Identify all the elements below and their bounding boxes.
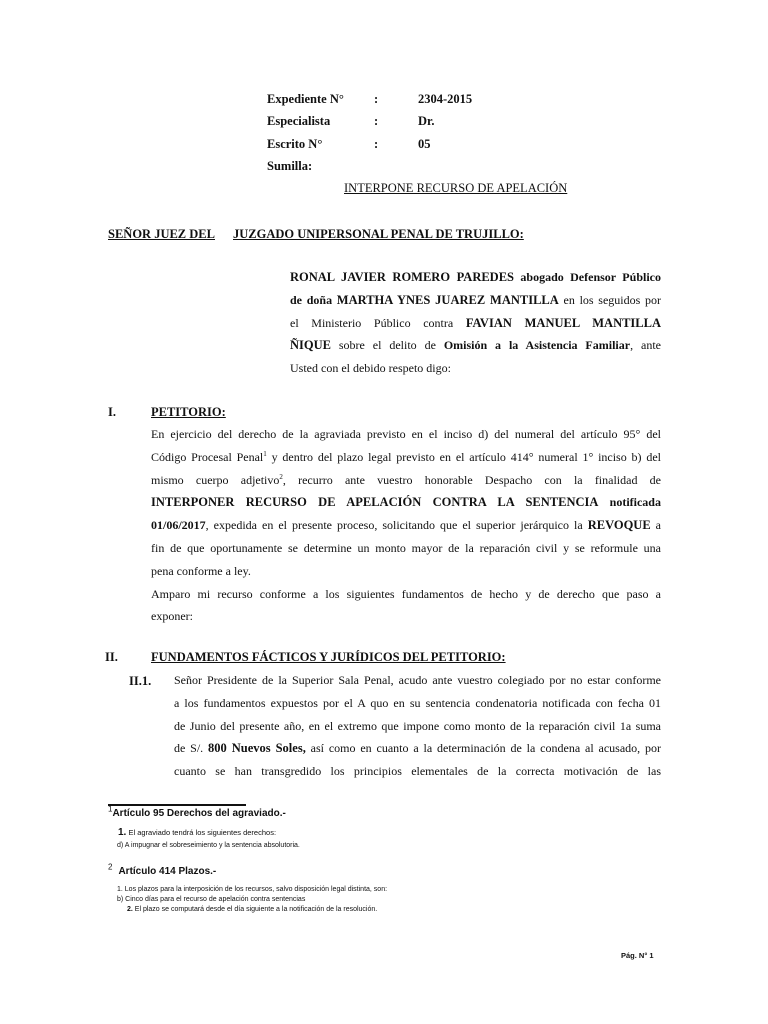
client-name: MARTHA YNES JUAREZ MANTILLA	[336, 292, 559, 307]
petitorio-text: ,	[205, 518, 209, 533]
expediente-separator: :	[374, 92, 379, 106]
accused-surname: ÑIQUE	[290, 338, 331, 353]
fundamentos-paragraph	[174, 669, 661, 783]
especialista-separator: :	[374, 114, 379, 128]
footnote-2-item-2	[127, 906, 377, 913]
footnote-2-item-2-number: 2.	[127, 906, 133, 913]
sumilla-title: INTERPONE RECURSO DE APELACIÓN	[344, 181, 568, 195]
section-2-title: FUNDAMENTOS FÁCTICOS Y JURÍDICOS DEL PETITORIO:	[151, 650, 506, 664]
footnote-1-item-1-number: 1.	[118, 827, 127, 838]
fundamentos-text: así como en cuanto a la determinación de la condena al acusado, por	[305, 741, 661, 756]
footnote-1-item-1	[118, 827, 276, 838]
fundamentos-line: de Junio del presente año, en el extremo que impone como monto de la reparación civil 1a suma	[174, 718, 661, 733]
petitorio-line: fin de que oportunamente se determine un monto mayor de la reparación civil y se reformule una	[151, 540, 661, 555]
footnote-1	[108, 804, 286, 819]
intro-text: sobre el delito de	[330, 338, 444, 353]
fundamentos-line: a los fundamentos expuestos por el A quo en su sentencia condenatoria notificada con fecha 01	[174, 695, 661, 710]
petitorio-notified: notificada	[598, 495, 661, 510]
petitorio-text: , recurro ante vuestro honorable Despacho con la finalidad de	[282, 472, 661, 487]
defender-name: RONAL JAVIER ROMERO PAREDES	[290, 270, 514, 284]
petitorio-text: y dentro del plazo legal previsto en el artículo 414° numeral 1° inciso b) del	[266, 449, 661, 464]
sumilla-label: Sumilla:	[267, 159, 313, 173]
crime-name: Omisión a la Asistencia Familiar	[443, 338, 631, 353]
footnote-2-number: 2	[108, 862, 113, 872]
intro-text: el Ministerio Público contra	[290, 315, 466, 330]
section-1-title: PETITORIO:	[151, 405, 226, 419]
petitorio-line: exponer:	[151, 609, 193, 624]
footnote-2	[108, 862, 217, 877]
footnote-2-item-1: 1. Los plazos para la interposición de los recursos, salvo disposición legal distinta, son:	[117, 886, 388, 893]
escrito-separator: :	[374, 137, 379, 151]
de-dona: de doña	[290, 292, 337, 307]
footnote-2-item-b: b) Cinco días para el recurso de apelación contra sentencias	[117, 896, 306, 903]
footnote-2-title: Artículo 414 Plazos.-	[118, 866, 217, 877]
especialista-value: Dr.	[418, 114, 435, 128]
intro-paragraph	[290, 266, 661, 380]
intro-text: , ante	[630, 338, 661, 353]
fundamentos-line: Señor Presidente de la Superior Sala Penal, acudo ante vuestro colegiado por no estar conforme	[174, 673, 661, 687]
footnote-ref-2[interactable]: 2	[279, 472, 283, 481]
petitorio-line: Amparo mi recurso conforme a los siguientes fundamentos de hecho y de derecho que paso a	[151, 586, 661, 601]
expediente-value: 2304-2015	[418, 92, 473, 106]
section-2-number: II.	[105, 650, 118, 664]
footnote-1-number: 1	[108, 804, 113, 814]
petitorio-line: En ejercicio del derecho de la agraviada previsto en el inciso d) del numeral del artículo 95° del	[151, 427, 661, 441]
notification-date: 01/06/2017	[151, 518, 206, 533]
page-number: Pág. N° 1	[621, 951, 654, 960]
intro-closing: Usted con el debido respeto digo:	[290, 361, 451, 376]
petitorio-line: pena conforme a ley.	[151, 563, 251, 578]
fundamentos-line: cuanto se han transgredido los principios elementales de la correcta motivación de las	[174, 764, 661, 779]
defender-role: abogado Defensor Público	[514, 270, 661, 284]
revoque-word: REVOQUE	[587, 518, 651, 533]
subsection-number: II.1.	[129, 674, 152, 688]
intro-text: en los seguidos por	[558, 292, 662, 307]
especialista-label: Especialista	[267, 114, 331, 128]
amount: 800 Nuevos Soles,	[208, 741, 306, 756]
addressee-judge: SEÑOR JUEZ DEL	[108, 227, 215, 241]
footnote-1-item-1-text: El agraviado tendrá los siguientes derechos:	[128, 828, 277, 837]
escrito-value: 05	[418, 137, 431, 151]
petitorio-paragraph	[151, 423, 661, 628]
petitorio-text: Código Procesal Penal	[151, 449, 264, 464]
footnote-separator	[108, 804, 246, 806]
accused-name: FAVIAN MANUEL MANTILLA	[465, 315, 661, 330]
petitorio-text: mismo cuerpo adjetivo	[151, 472, 280, 487]
expediente-label: Expediente N°	[267, 92, 344, 106]
addressee-court: JUZGADO UNIPERSONAL PENAL DE TRUJILLO:	[233, 227, 524, 241]
petitorio-request: INTERPONER RECURSO DE APELACIÓN CONTRA LA SENTENCIA	[151, 495, 599, 510]
petitorio-text: a	[650, 518, 661, 533]
section-1-number: I.	[108, 405, 116, 419]
petitorio-text: expedida en el presente proceso, solicitando que el superior jerárquico la	[208, 518, 588, 533]
footnote-1-item-d: d) A impugnar el sobreseimiento y la sentencia absolutoria.	[117, 842, 300, 849]
footnote-2-item-2-text: El plazo se computará desde el día siguiente a la notificación de la resolución.	[134, 906, 378, 913]
footnote-1-title: Artículo 95 Derechos del agraviado.-	[112, 808, 286, 819]
fundamentos-text: de S/.	[174, 741, 209, 756]
footnote-ref-1[interactable]: 1	[263, 449, 267, 458]
escrito-label: Escrito N°	[267, 137, 323, 151]
